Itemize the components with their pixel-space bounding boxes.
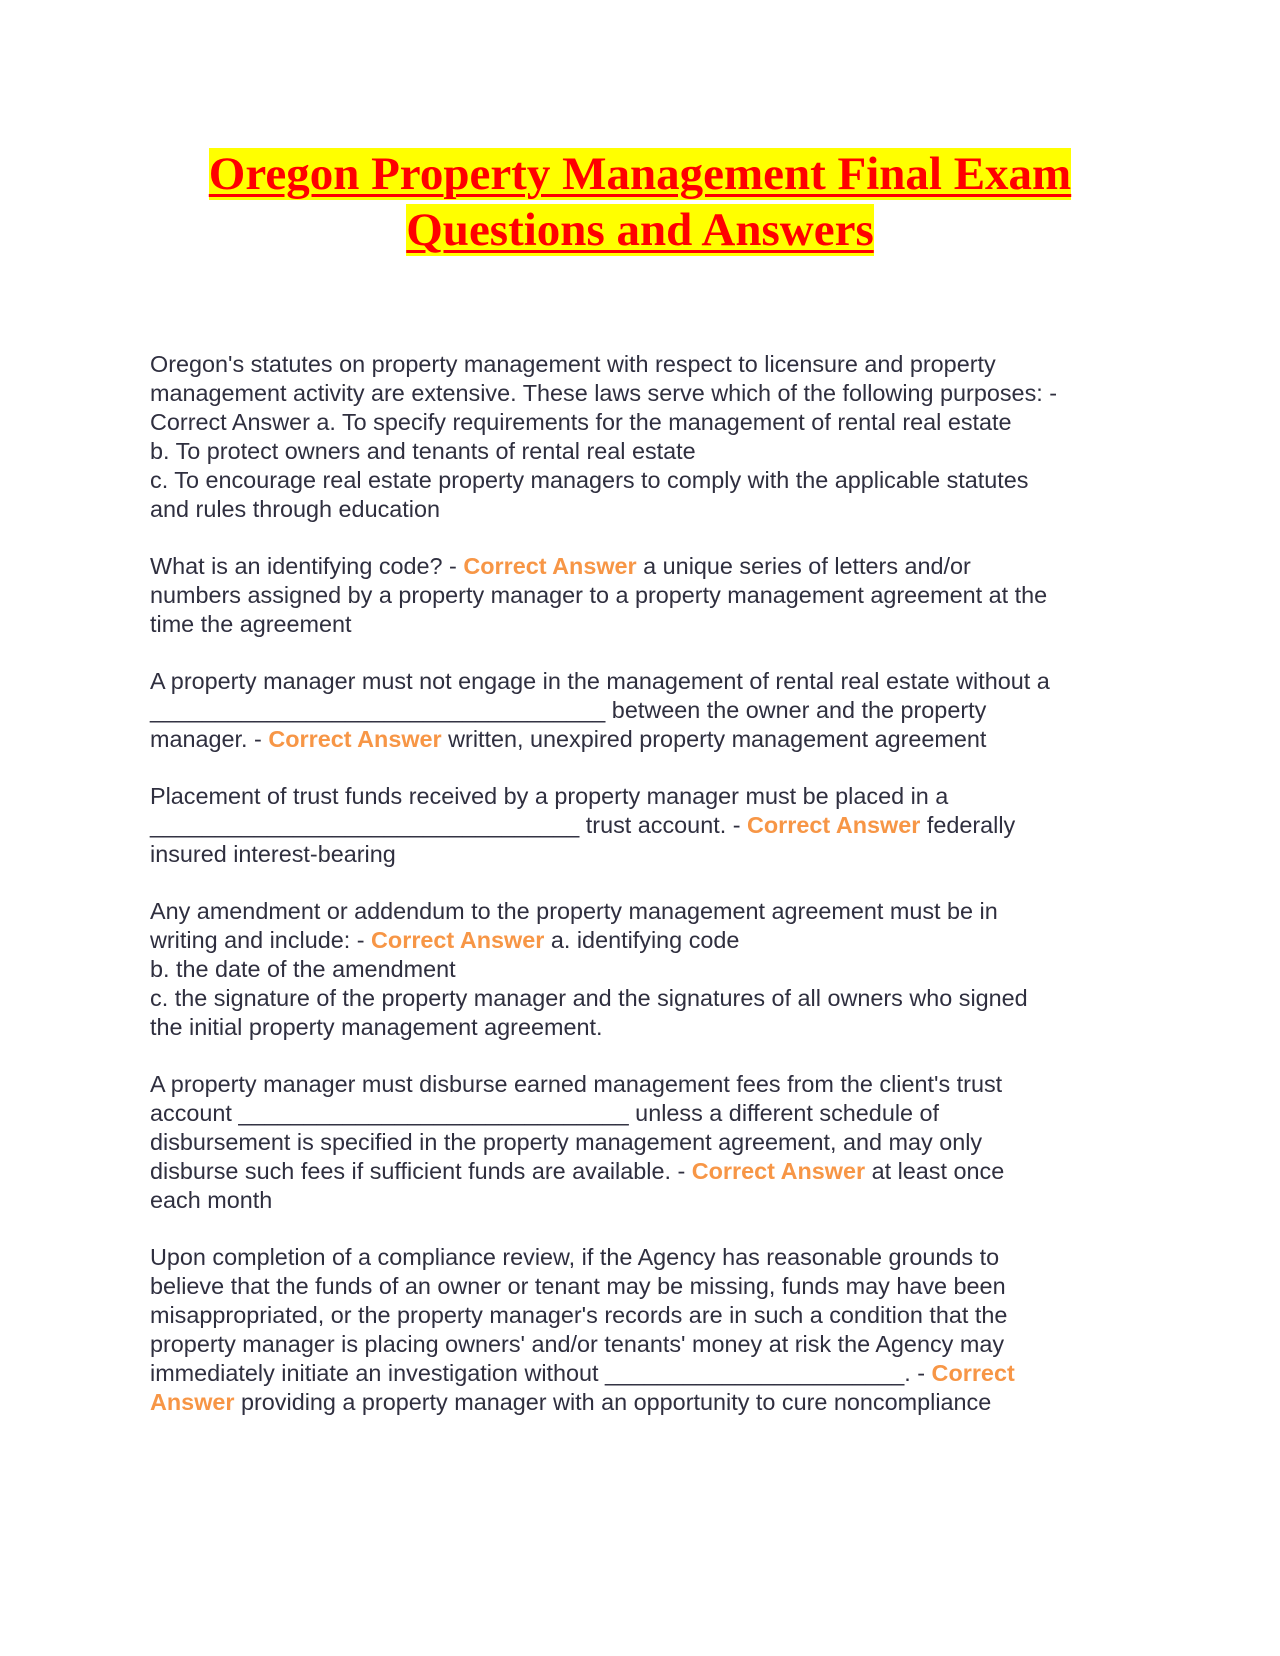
qa-text: c. the signature of the property manager and the signatures of all owners who signed	[150, 985, 1028, 1011]
qa-line	[150, 379, 1130, 408]
qa-text: a unique series of letters and/or	[636, 553, 971, 579]
correct-answer-label: Correct Answer	[463, 553, 637, 579]
qa-list	[150, 350, 1130, 1445]
qa-line	[150, 1157, 1130, 1186]
qa-line	[150, 495, 1130, 524]
qa-text: a. identifying code	[544, 927, 740, 953]
qa-line	[150, 1272, 1130, 1301]
qa-line	[150, 1128, 1130, 1157]
qa-line	[150, 811, 1130, 840]
qa-line	[150, 1330, 1130, 1359]
qa-line	[150, 984, 1130, 1013]
qa-line	[150, 1301, 1130, 1330]
qa-line	[150, 466, 1130, 495]
qa-item	[150, 350, 1130, 524]
qa-text: and rules through education	[150, 496, 440, 522]
qa-line	[150, 955, 1130, 984]
correct-answer-label: Correct	[931, 1360, 1015, 1386]
qa-text: b. the date of the amendment	[150, 956, 456, 982]
qa-text: Placement of trust funds received by a property manager must be placed in a	[150, 783, 949, 809]
correct-answer-label: Correct Answer	[268, 726, 442, 752]
qa-text: each month	[150, 1187, 273, 1213]
qa-item	[150, 667, 1130, 754]
qa-text: property manager is placing owners' and/or tenants' money at risk the Agency may	[150, 1331, 1005, 1357]
qa-text: Any amendment or addendum to the property management agreement must be in	[150, 898, 998, 924]
qa-text: believe that the funds of an owner or tenant may be missing, funds may have been	[150, 1273, 1006, 1299]
qa-text: What is an identifying code? -	[150, 553, 464, 579]
qa-line	[150, 1013, 1130, 1042]
document-title	[100, 146, 1180, 258]
qa-text: manager. -	[150, 726, 269, 752]
qa-line	[150, 437, 1130, 466]
qa-line	[150, 1070, 1130, 1099]
qa-text: written, unexpired property management agreement	[441, 726, 987, 752]
qa-text: b. To protect owners and tenants of rental real estate	[150, 438, 696, 464]
qa-line	[150, 696, 1130, 725]
qa-line	[150, 1359, 1130, 1388]
qa-text: management activity are extensive. These laws serve which of the following purposes: -	[150, 380, 1058, 406]
qa-text: immediately initiate an investigation without _______________________. -	[150, 1360, 932, 1386]
qa-line	[150, 408, 1130, 437]
title-line-2: Questions and Answers	[406, 204, 874, 256]
qa-text: A property manager must not engage in the management of rental real estate without a	[150, 668, 1050, 694]
qa-text: Upon completion of a compliance review, if the Agency has reasonable grounds to	[150, 1244, 1000, 1270]
qa-item	[150, 782, 1130, 869]
qa-line	[150, 840, 1130, 869]
qa-text: _________________________________ trust account. -	[150, 812, 747, 838]
qa-item	[150, 897, 1130, 1042]
qa-line	[150, 1243, 1130, 1272]
qa-text: insured interest-bearing	[150, 841, 396, 867]
qa-text: providing a property manager with an opportunity to cure noncompliance	[234, 1389, 992, 1415]
qa-text: federally	[920, 812, 1016, 838]
correct-answer-label: Correct Answer	[747, 812, 921, 838]
qa-line	[150, 667, 1130, 696]
qa-text: numbers assigned by a property manager to a property management agreement at the	[150, 582, 1048, 608]
qa-text: time the agreement	[150, 611, 352, 637]
qa-text: Oregon's statutes on property management with respect to licensure and property	[150, 351, 996, 377]
qa-text: ___________________________________ between the owner and the property	[150, 697, 987, 723]
correct-answer-label: Correct Answer	[691, 1158, 866, 1184]
qa-text: at least once	[865, 1158, 1005, 1184]
qa-line	[150, 1186, 1130, 1215]
title-line-1: Oregon Property Management Final Exam	[208, 148, 1072, 200]
qa-text: c. To encourage real estate property managers to comply with the applicable statutes	[150, 467, 1029, 493]
qa-item	[150, 1070, 1130, 1215]
qa-line	[150, 610, 1130, 639]
qa-line	[150, 926, 1130, 955]
correct-answer-label: Correct Answer	[371, 927, 545, 953]
qa-text: disburse such fees if sufficient funds are available. -	[150, 1158, 692, 1184]
qa-text: A property manager must disburse earned management fees from the client's trust	[150, 1071, 1003, 1097]
qa-line	[150, 581, 1130, 610]
qa-text: account ______________________________ unless a different schedule of	[150, 1100, 940, 1126]
qa-line	[150, 782, 1130, 811]
correct-answer-label: Answer	[150, 1389, 235, 1415]
qa-line	[150, 1388, 1130, 1417]
qa-text: writing and include: -	[150, 927, 372, 953]
qa-item	[150, 552, 1130, 639]
qa-text: Correct Answer a. To specify requirements for the management of rental real estate	[150, 409, 1012, 435]
qa-line	[150, 725, 1130, 754]
qa-text: the initial property management agreement.	[150, 1014, 603, 1040]
qa-text: misappropriated, or the property manager's records are in such a condition that the	[150, 1302, 1008, 1328]
qa-line	[150, 552, 1130, 581]
qa-item	[150, 1243, 1130, 1417]
qa-text: disbursement is specified in the property management agreement, and may only	[150, 1129, 983, 1155]
qa-line	[150, 350, 1130, 379]
qa-line	[150, 1099, 1130, 1128]
qa-line	[150, 897, 1130, 926]
